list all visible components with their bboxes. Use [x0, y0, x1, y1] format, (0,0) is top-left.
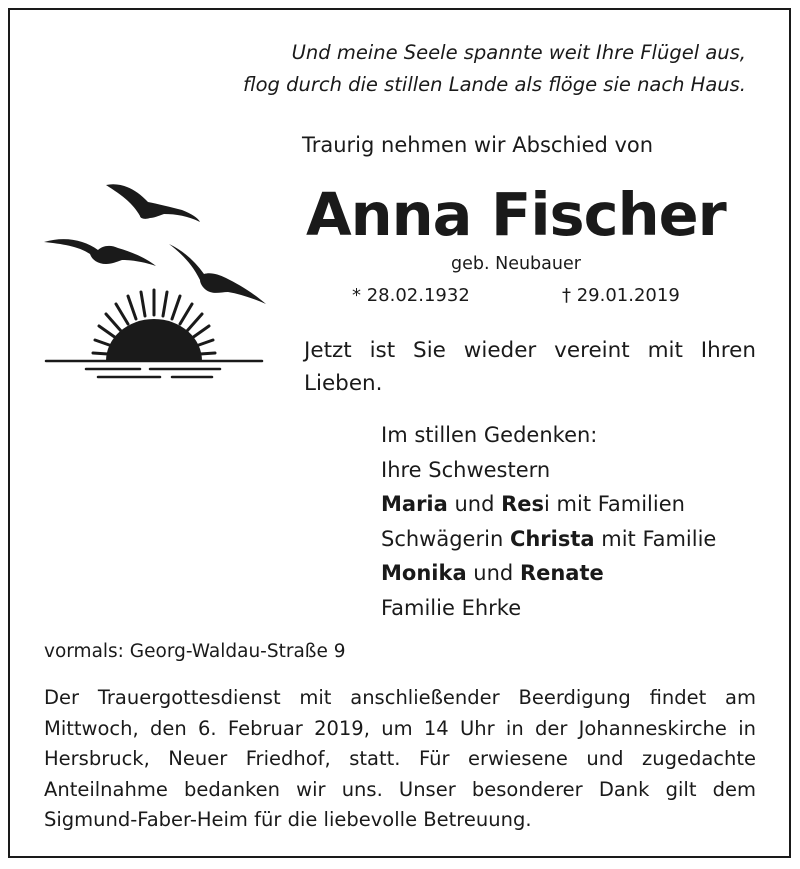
name-resi: Res [501, 492, 545, 516]
seagull-icon [106, 184, 200, 222]
seagull-icon [44, 239, 156, 266]
name-monika: Monika [381, 561, 467, 585]
name-maria: Maria [381, 492, 448, 516]
conjunction: und [466, 561, 520, 585]
mourners-heading: Im stillen Gedenken: [381, 423, 598, 447]
christa-suffix: mit Familie [594, 526, 717, 551]
mourners-maria-resi [381, 487, 716, 522]
resi-suffix: i mit Familien [544, 492, 685, 516]
mourners-monika-renate [381, 556, 716, 591]
deceased-name: Anna Fischer [306, 180, 726, 249]
name-renate: Renate [519, 561, 604, 585]
mourners-list [381, 418, 716, 625]
poem-line-2: flog durch die stillen Lande als flöge sie nach Haus. [242, 73, 746, 96]
birth-name: geb. Neubauer [451, 254, 581, 274]
birth-date: * 28.02.1932 [352, 285, 470, 306]
seagulls-sunset-icon [40, 180, 270, 390]
mourners-christa [381, 522, 716, 557]
sister-in-law-label: Schwägerin [381, 526, 510, 551]
seagull-icon [169, 244, 266, 304]
death-date: † 29.01.2019 [562, 285, 680, 306]
former-address: vormals: Georg-Waldau-Straße 9 [44, 641, 346, 662]
poem-line-1: Und meine Seele spannte weit Ihre Flügel aus, [291, 41, 746, 64]
service-notice: Der Trauergottesdienst mit anschließender Beerdigung findet am Mittwoch, den 6. Februar 2019, um 14 Uhr in der Johanneskirche in Hersbruck, Neuer Friedhof, statt. Für erwiesene und zugedachte Anteilnahme bedanken wir uns. Unser besonderer Dank gilt dem Sigmund-Faber-Heim für die liebevolle Betreuung. [44, 686, 756, 831]
water-lines-icon [46, 361, 262, 377]
lead-text: Traurig nehmen wir Abschied von [302, 133, 654, 157]
mourners-sisters: Ihre Schwestern [381, 457, 551, 482]
reunion-text: Jetzt ist Sie wieder vereint mit Ihren Lieben. [304, 338, 756, 396]
sun-icon [106, 319, 202, 361]
name-christa: Christa [509, 526, 595, 551]
conjunction: und [447, 492, 502, 516]
mourners-family-ehrke: Familie Ehrke [381, 595, 522, 620]
